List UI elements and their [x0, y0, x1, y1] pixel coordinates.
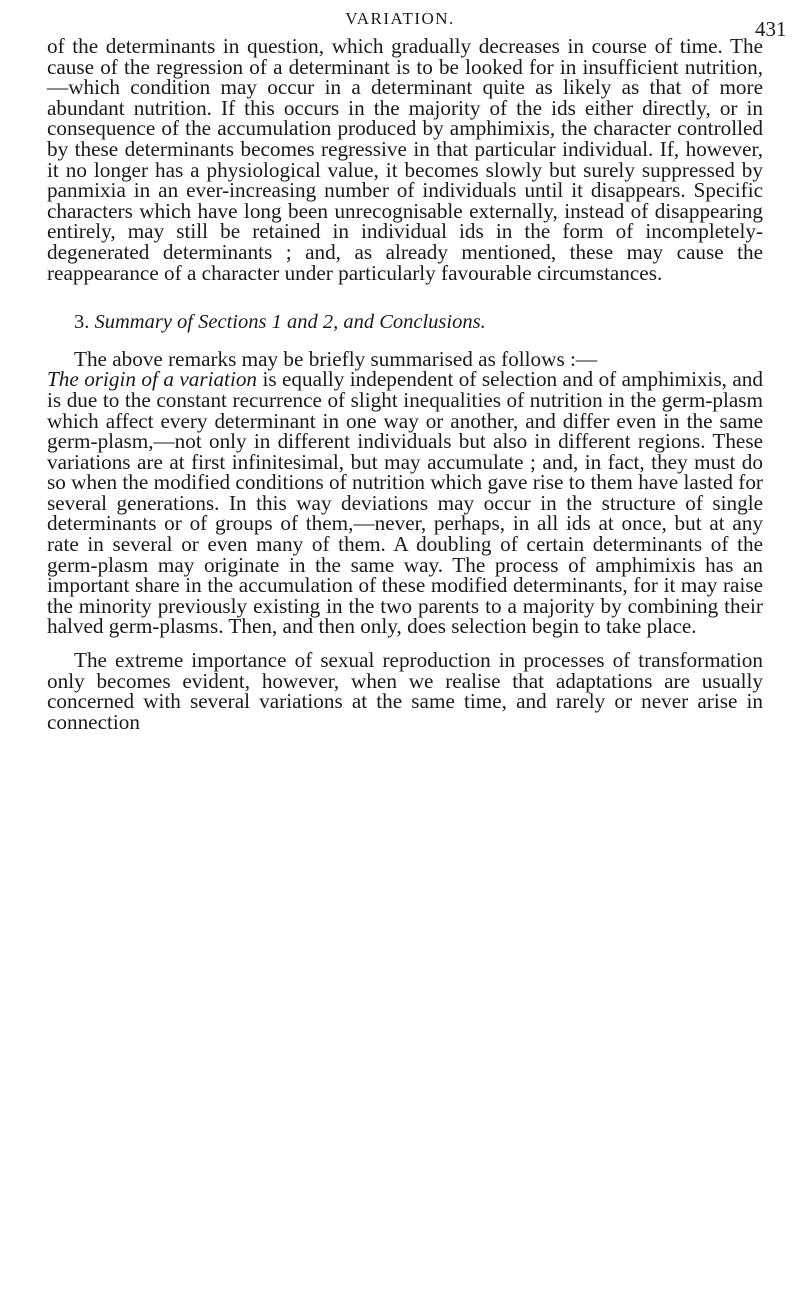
- paragraph-summary: [47, 346, 763, 639]
- paragraph-sexual-reproduction: The extreme importance of sexual reproduction in processes of transformation only becomes evident, however, when we realise that adaptations are usually concerned with several variations at the same time, and rarely or never arise in connection: [47, 648, 763, 734]
- summary-text: is equally independent of selection and of amphimixis, and is due to the constant recurrence of slight inequalities of nutrition in the germ-plasm which affect every determinant in one way or another, and differ even in the same germ-plasm,—not only in different individuals but also in different regions. These variations are at first infinitesimal, but may accumulate ; and, in fact, they must do so when the modified conditions of nutrition which gave rise to them have lasted for several generations. In this way deviations may occur in the structure of single determinants or of groups of them,—never, perhaps, in all ids at once, but at any rate in several or even many of them. A doubling of certain determinants of the germ-plasm may originate in the same way. The process of amphimixis has an important share in the accumulation of these modified determinants, for it may raise the minority previously existing in the two parents to a majority by combining their halved germ-plasms. Then, and then only, does selection begin to take place.: [47, 367, 763, 639]
- summary-intro: The above remarks may be briefly summarised as follows :—: [74, 346, 598, 371]
- section-heading-number: 3.: [74, 311, 90, 334]
- section-heading: [74, 312, 763, 333]
- page-number: 431: [755, 17, 787, 41]
- section-heading-title: Summary of Sections 1 and 2, and Conclusions.: [94, 311, 486, 334]
- summary-italic-phrase: The origin of a variation: [47, 367, 258, 392]
- paragraph-continued: of the determinants in question, which gradually decreases in course of time. The cause of the regression of a determinant is to be looked for in insufficient nutrition,—which condition may occur in a determinant quite as likely as that of more abundant nutrition. If this occurs in the majority of the ids either directly, or in consequence of the accumulation produced by amphimixis, the character controlled by these determinants becomes regressive in that particular individual. If, however, it no longer has a physiological value, it becomes slowly but surely suppressed by panmixia in an ever-increasing number of individuals until it disappears. Specific characters which have long been unrecognisable externally, instead of disappearing entirely, may still be retained in individual ids in the form of incompletely-degenerated determinants ; and, as already mentioned, these may cause the reappearance of a character under particularly favourable circumstances.: [47, 34, 763, 285]
- body-text: [47, 36, 763, 732]
- running-head: VARIATION.: [345, 9, 455, 28]
